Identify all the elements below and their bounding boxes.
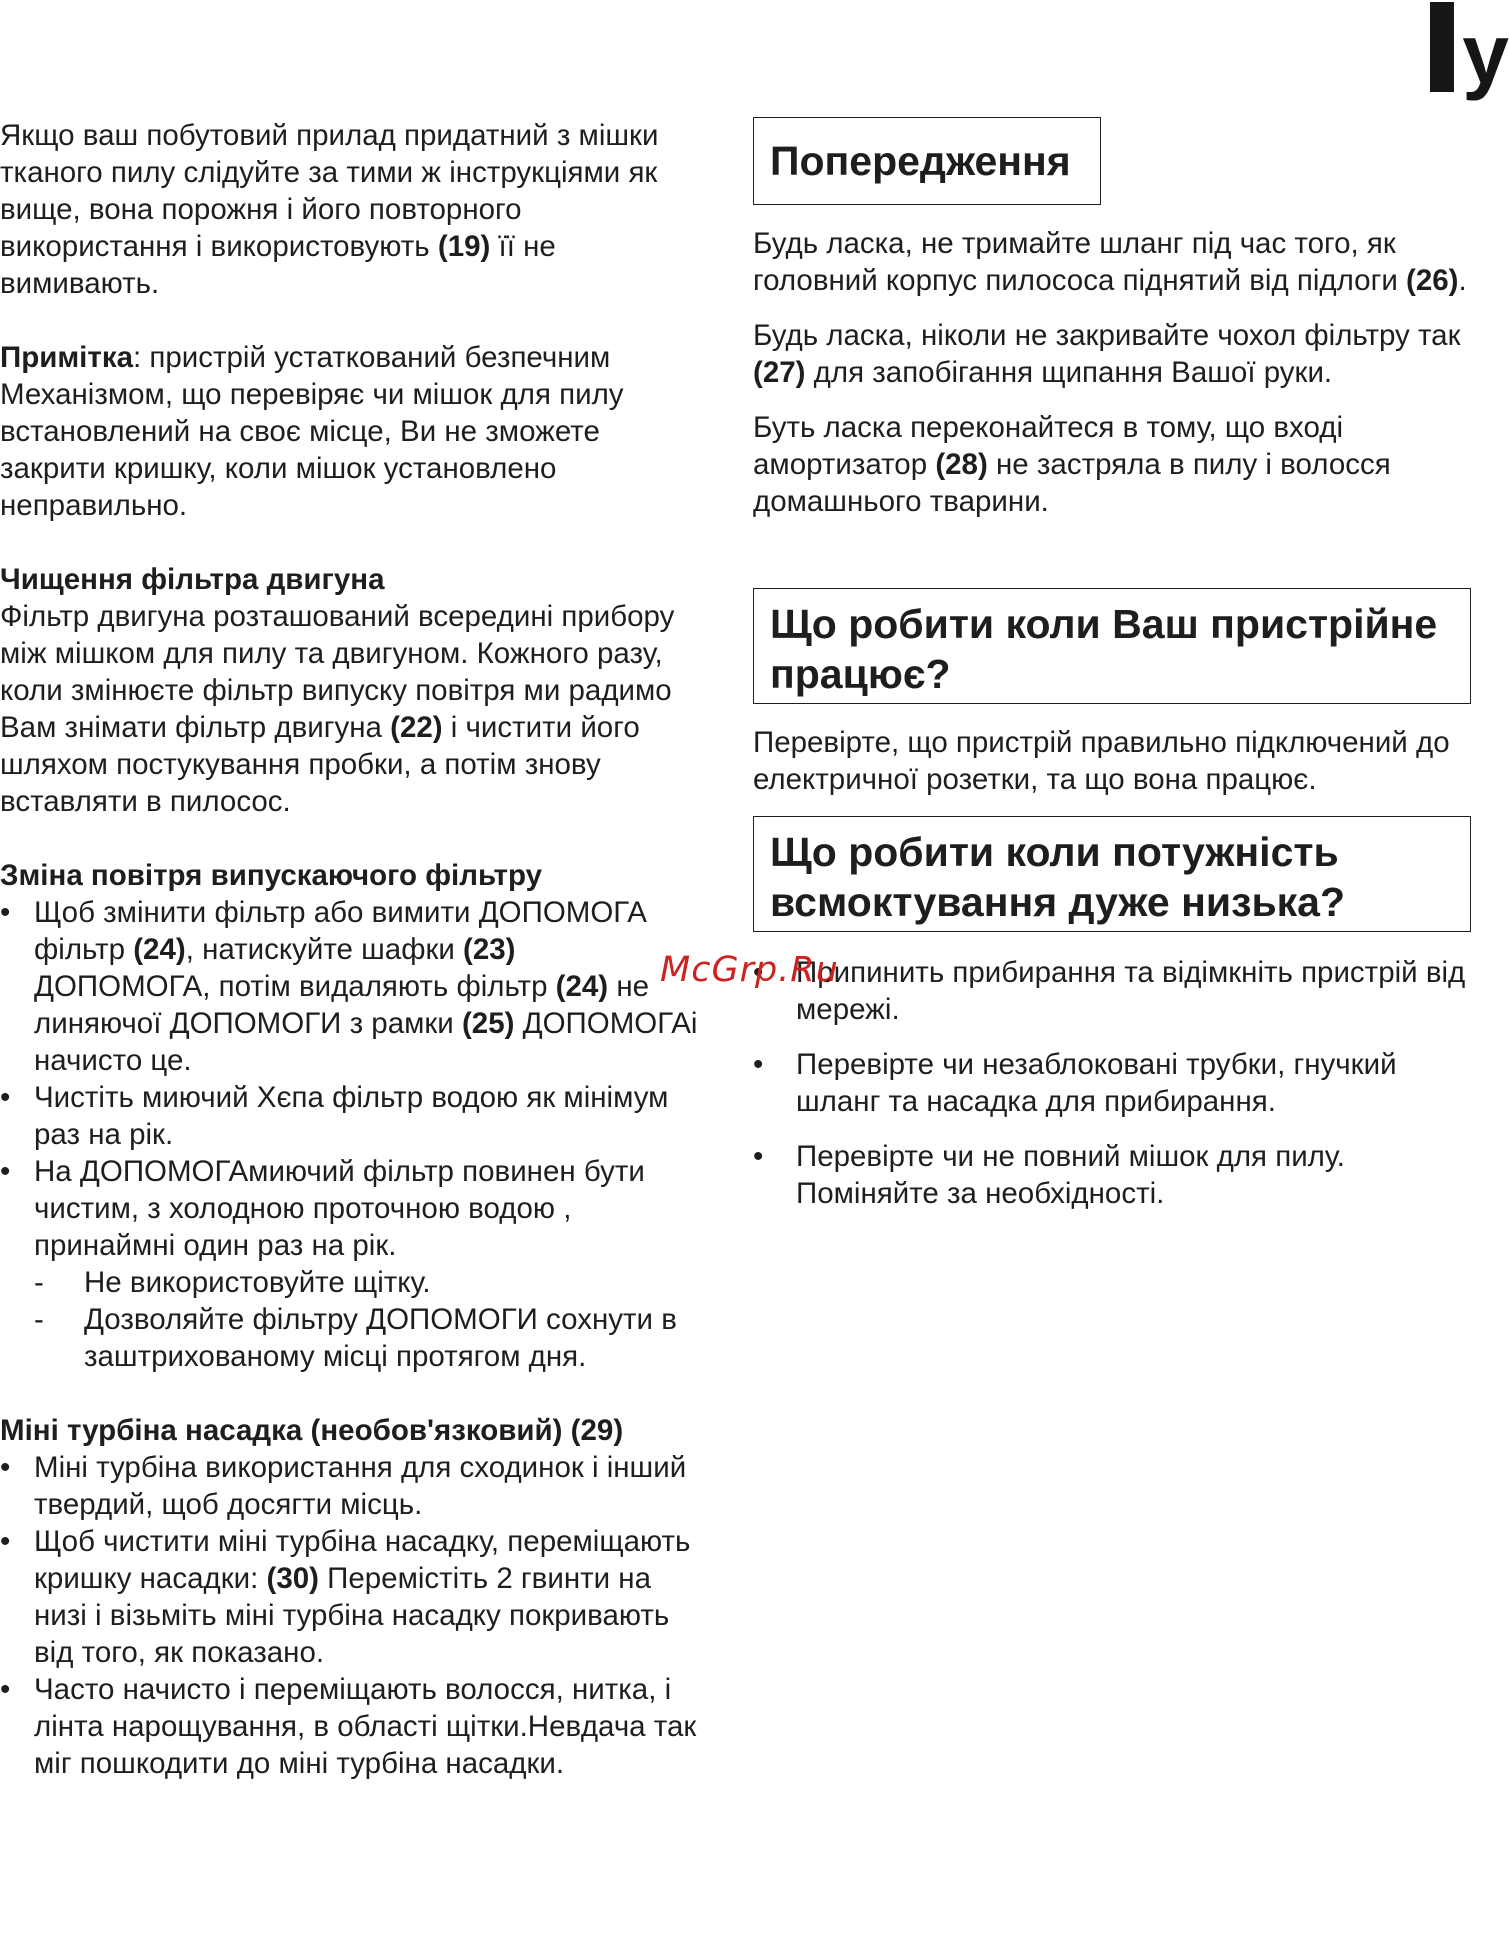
list-item: • Щоб чистити міні турбіна насадку, переміщають кришку насадки: (30) Перемістіть 2 гвинти на низі і візьміть міні турбіна насадку покривають від того, як показано. [0,1523,700,1671]
exhaust-filter-heading: Зміна повітря випускаючого фільтру [0,859,543,892]
list-item: • На ДОПОМОГАмиючий фільтр повинен бути чистим, з холодною проточною водою , принаймні один раз на рік. - Не використовуйте щітку. - Дозволяйте фільтру ДОПОМОГИ сохнути в заштрихованому місці протягом дня. [0,1153,700,1375]
list-item: • Перевірте чи незаблоковані трубки, гнучкий шланг та насадка для прибирання. [753,1046,1473,1120]
warning-paragraph-1: Будь ласка, не тримайте шланг під час того, як головний корпус пилососа піднятий від підлоги (26). [753,227,1467,297]
warning-paragraph-2: Будь ласка, ніколи не закривайте чохол фільтру так (27) для запобігання щипання Вашої руки. [753,319,1461,389]
sub-list-item: - Не використовуйте щітку. [34,1264,700,1301]
language-tab [1430,0,1509,101]
low-suction-list [753,954,1473,1212]
right-column [753,117,1473,1212]
turbo-nozzle-list [0,1449,700,1782]
list-item: • Часто начисто і переміщають волосся, нитка, і лінта нарощування, в області щітки.Невдача так міг пошкодити до міні турбіна насадки. [0,1671,700,1782]
warning-paragraph-3: Буть ласка переконайтеся в тому, що вході амортизатор (28) не застряла в пилу і волосся домашнього тварини. [753,411,1391,518]
not-working-title-box: Що робити коли Ваш пристрійне працює? [753,588,1471,704]
list-item: • Перевірте чи не повний мішок для пилу. Поміняйте за необхідності. [753,1138,1473,1212]
warning-title-box: Попередження [753,117,1101,205]
ref-26: (26) [1406,264,1459,297]
list-item: • Чистіть миючий Хєпа фільтр водою як мінімум раз на рік. [0,1079,700,1153]
note-paragraph: Примітка: пристрій устаткований безпечним Механізмом, що перевіряє чи мішок для пилу встановлений на своє місце, Ви не зможете закрити кришку, коли мішок установлено неправильно. [0,341,624,522]
list-item: • Щоб змінити фільтр або вимити ДОПОМОГА фільтр (24), натискуйте шафки (23) ДОПОМОГА, потім видаляють фільтр (24) не линяючої ДОПОМОГИ з рамки (25) ДОПОМОГАі начисто це. [0,894,700,1079]
exhaust-filter-list [0,894,700,1375]
ref-19: (19) [437,230,491,263]
ref-22: (22) [390,711,443,744]
sub-list [34,1264,700,1375]
tab-bar [1430,2,1454,92]
turbo-nozzle-heading: Міні турбіна насадка (необов'язковий) (29) [0,1414,624,1447]
not-working-paragraph: Перевірте, що пристрій правильно підключений до електричної розетки, та що вона працює. [753,726,1450,796]
watermark: McGrp.Ru [660,950,839,990]
tab-letter: у [1462,7,1509,101]
sub-list-item: - Дозволяйте фільтру ДОПОМОГИ сохнути в заштрихованому місці протягом дня. [34,1301,700,1375]
low-suction-title-box: Що робити коли потужність всмоктування дуже низька? [753,816,1471,932]
intro-paragraph: Якщо ваш побутовий прилад придатний з мішки тканого пилу слідуйте за тими ж інструкціями як вище, вона порожня і його повторного використання і використовують (19) її не вимивають. [0,119,659,300]
ref-27: (27) [753,356,806,389]
motor-filter-heading: Чищення фільтра двигуна [0,563,385,596]
ref-30: (30) [266,1562,319,1595]
note-label: Примітка [0,341,133,374]
left-column [0,117,700,1782]
list-item: • Припинить прибирання та відімкніть пристрій від мережі. [753,954,1473,1028]
list-item: • Міні турбіна використання для сходинок і інший твердий, щоб досягти місць. [0,1449,700,1523]
ref-28: (28) [935,448,988,481]
motor-filter-paragraph: Фільтр двигуна розташований всередині прибору між мішком для пилу та двигуном. Кожного разу, коли змінюєте фільтр випуску повітря ми радимо Вам знімати фільтр двигуна (22) і чистити його шляхом постукування пробки, а потім знову вставляти в пилосос. [0,600,675,818]
